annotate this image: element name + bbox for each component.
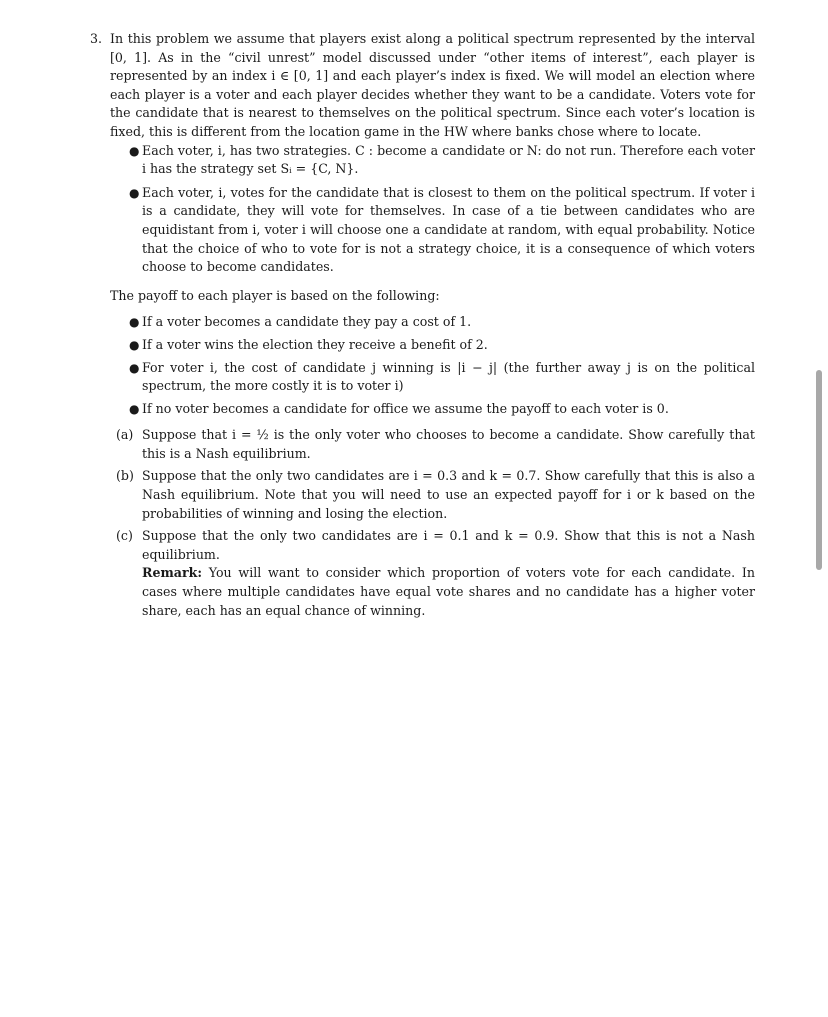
remark (142, 564, 755, 620)
part-label: (b) (116, 468, 134, 484)
part-a (110, 426, 755, 463)
payoff-text: If a voter becomes a candidate they pay a cost of 1. (142, 314, 472, 330)
payoff-text: If no voter becomes a candidate for office we assume the payoff to each voter is 0. (142, 400, 669, 416)
payoff-text: For voter i, the cost of candidate j winning is |i − j| (the further away j is on the political spectrum, the more costly it is to voter i) (142, 359, 755, 394)
bullet-icon: ● (129, 143, 140, 158)
problem-number: 3. (90, 31, 103, 46)
part-text: Suppose that the only two candidates are i = 0.3 and k = 0.7. Show carefully that this is also a Nash equilibrium. Note that you will need to use an expected payoff for i or k based on the probabilities of winning and losing the election. (142, 468, 755, 521)
remark-label: Remark: (142, 565, 202, 581)
list-item (110, 336, 755, 355)
list-item (110, 359, 755, 396)
part-label: (a) (116, 427, 134, 443)
bullet-icon: ● (129, 360, 140, 375)
part-text: Suppose that i = ½ is the only voter who chooses to become a candidate. Show carefully that this is a Nash equilibrium. (142, 427, 755, 461)
payoff-text: If a voter wins the election they receive a benefit of 2. (142, 336, 488, 352)
payoff-intro: The payoff to each player is based on the following: (110, 287, 440, 303)
rule-text: Each voter, i, has two strategies. C : become a candidate or N: do not run. Therefore each voter i has the strategy set Sᵢ = {C, N}. (142, 142, 755, 177)
part-label: (c) (116, 528, 133, 544)
problem-page (90, 30, 755, 624)
part-b (110, 467, 755, 523)
list-item (110, 142, 755, 179)
rule-text: Each voter, i, votes for the candidate that is closest to them on the political spectrum. If voter i is a candidate, they will vote for themselves. In case of a tie between candidates who are equidistant from i, voter i will choose one a candidate at random, with equal probability. Notice that the choice of who to vote for is not a strategy choice, it is a consequence of which voters choose to become candidates. (142, 184, 755, 275)
rules-list (110, 142, 755, 277)
list-item (110, 184, 755, 277)
part-c (110, 527, 755, 620)
list-item (110, 400, 755, 419)
bullet-icon: ● (129, 315, 140, 330)
problem-3 (90, 30, 755, 620)
remark-text: You will want to consider which proportion of voters vote for each candidate. In cases where multiple candidates have equal vote shares and no candidate has a higher voter share, each has an equal chance of winning. (142, 565, 755, 618)
problem-intro: In this problem we assume that players exist along a political spectrum represented by the interval [0, 1]. As in the “civil unrest” model discussed under “other items of interest”, each player is represented by an index i ∈ [0, 1] and each player’s index is fixed. We will model an election where each player is a voter and each player decides whether they want to be a candidate. Voters vote for the candidate that is nearest to themselves on the political spectrum. Since each voter’s location is fixed, this is different from the location game in the HW where banks chose where to locate. (110, 31, 755, 139)
list-item (110, 313, 755, 332)
bullet-icon: ● (129, 337, 140, 352)
bullet-icon: ● (129, 185, 140, 200)
bullet-icon: ● (129, 401, 140, 416)
parts-list (110, 426, 755, 620)
part-text: Suppose that the only two candidates are i = 0.1 and k = 0.9. Show that this is not a Nash equilibrium. (142, 528, 755, 562)
payoffs-list (110, 313, 755, 418)
scrollbar[interactable] (816, 370, 822, 570)
